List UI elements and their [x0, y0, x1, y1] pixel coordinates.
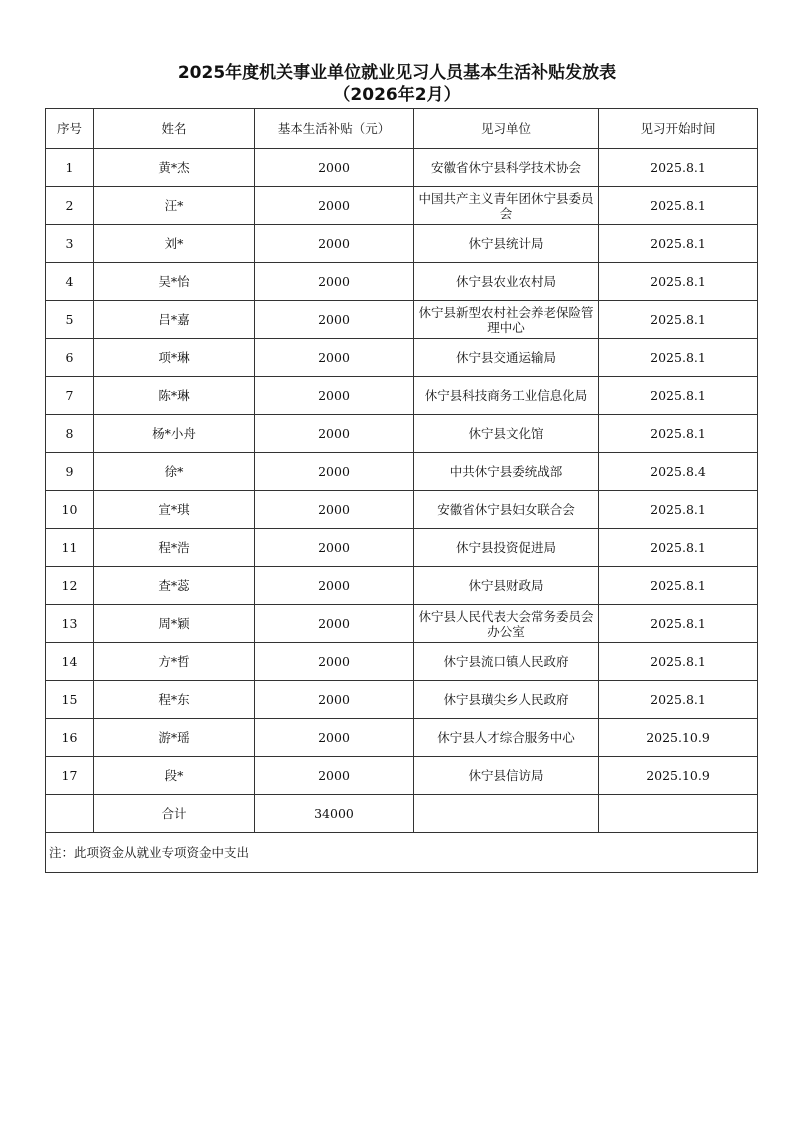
table-row: [46, 453, 758, 491]
cell-subsidy: 2000: [255, 377, 414, 415]
cell-unit: 安徽省休宁县妇女联合会: [414, 491, 599, 529]
cell-unit: 休宁县璜尖乡人民政府: [414, 681, 599, 719]
cell-unit: 休宁县交通运输局: [414, 339, 599, 377]
cell-start: 2025.8.1: [599, 567, 758, 605]
cell-start: 2025.8.1: [599, 377, 758, 415]
table-row: [46, 301, 758, 339]
cell-start: 2025.8.1: [599, 643, 758, 681]
cell-empty: [414, 795, 599, 833]
table-row: [46, 643, 758, 681]
cell-empty: [599, 795, 758, 833]
cell-subsidy: 2000: [255, 453, 414, 491]
cell-name: 陈*琳: [94, 377, 255, 415]
cell-no: 10: [46, 491, 94, 529]
column-header-unit: 见习单位: [414, 109, 599, 149]
cell-start: 2025.8.4: [599, 453, 758, 491]
column-header-no: 序号: [46, 109, 94, 149]
table-header-row: [46, 109, 758, 149]
cell-start: 2025.8.1: [599, 529, 758, 567]
cell-no: 5: [46, 301, 94, 339]
cell-subsidy: 2000: [255, 339, 414, 377]
table-row: [46, 225, 758, 263]
cell-start: 2025.8.1: [599, 149, 758, 187]
cell-no: 4: [46, 263, 94, 301]
table-row: [46, 339, 758, 377]
cell-unit: 中国共产主义青年团休宁县委员会: [414, 187, 599, 225]
column-header-subsidy: 基本生活补贴（元）: [255, 109, 414, 149]
table-row: [46, 377, 758, 415]
cell-unit: 休宁县科技商务工业信息化局: [414, 377, 599, 415]
cell-unit: 休宁县信访局: [414, 757, 599, 795]
cell-no: 7: [46, 377, 94, 415]
cell-start: 2025.8.1: [599, 339, 758, 377]
table-row: [46, 681, 758, 719]
cell-name: 项*琳: [94, 339, 255, 377]
cell-unit: 安徽省休宁县科学技术协会: [414, 149, 599, 187]
table-row: [46, 149, 758, 187]
cell-unit: 休宁县新型农村社会养老保险管理中心: [414, 301, 599, 339]
cell-start: 2025.8.1: [599, 681, 758, 719]
cell-name: 吴*怡: [94, 263, 255, 301]
footnote: 注：此项资金从就业专项资金中支出: [46, 833, 758, 873]
table-row: [46, 263, 758, 301]
table-row: [46, 529, 758, 567]
cell-empty: [46, 795, 94, 833]
cell-name: 查*蕊: [94, 567, 255, 605]
document-subtitle: （2026年2月）: [333, 85, 461, 105]
cell-start: 2025.10.9: [599, 719, 758, 757]
cell-subsidy: 2000: [255, 415, 414, 453]
table-body: [46, 109, 758, 873]
cell-name: 宣*琪: [94, 491, 255, 529]
table-row: [46, 491, 758, 529]
cell-name: 程*浩: [94, 529, 255, 567]
document-title: 2025年度机关事业单位就业见习人员基本生活补贴发放表: [177, 63, 617, 83]
cell-no: 17: [46, 757, 94, 795]
cell-name: 周*颖: [94, 605, 255, 643]
cell-name: 吕*嘉: [94, 301, 255, 339]
cell-no: 3: [46, 225, 94, 263]
cell-start: 2025.8.1: [599, 491, 758, 529]
cell-subsidy: 2000: [255, 719, 414, 757]
cell-name: 游*瑶: [94, 719, 255, 757]
cell-no: 13: [46, 605, 94, 643]
cell-unit: 休宁县流口镇人民政府: [414, 643, 599, 681]
cell-subsidy: 2000: [255, 491, 414, 529]
cell-start: 2025.8.1: [599, 225, 758, 263]
cell-name: 汪*: [94, 187, 255, 225]
cell-subsidy: 2000: [255, 263, 414, 301]
cell-name: 杨*小舟: [94, 415, 255, 453]
total-value: 34000: [255, 795, 414, 833]
cell-no: 14: [46, 643, 94, 681]
subsidy-table: [45, 108, 758, 873]
cell-subsidy: 2000: [255, 301, 414, 339]
cell-subsidy: 2000: [255, 149, 414, 187]
cell-subsidy: 2000: [255, 567, 414, 605]
cell-subsidy: 2000: [255, 187, 414, 225]
table-row: [46, 415, 758, 453]
note-row: [46, 833, 758, 873]
total-row: [46, 795, 758, 833]
cell-no: 11: [46, 529, 94, 567]
cell-no: 9: [46, 453, 94, 491]
cell-start: 2025.8.1: [599, 301, 758, 339]
table-row: [46, 757, 758, 795]
cell-subsidy: 2000: [255, 757, 414, 795]
cell-start: 2025.8.1: [599, 263, 758, 301]
cell-unit: 休宁县人民代表大会常务委员会办公室: [414, 605, 599, 643]
cell-name: 刘*: [94, 225, 255, 263]
cell-subsidy: 2000: [255, 643, 414, 681]
cell-name: 段*: [94, 757, 255, 795]
cell-subsidy: 2000: [255, 225, 414, 263]
cell-name: 徐*: [94, 453, 255, 491]
cell-unit: 休宁县农业农村局: [414, 263, 599, 301]
cell-unit: 休宁县财政局: [414, 567, 599, 605]
cell-start: 2025.8.1: [599, 605, 758, 643]
cell-unit: 休宁县人才综合服务中心: [414, 719, 599, 757]
cell-name: 程*东: [94, 681, 255, 719]
cell-no: 6: [46, 339, 94, 377]
cell-name: 方*哲: [94, 643, 255, 681]
table-row: [46, 567, 758, 605]
total-label: 合计: [94, 795, 255, 833]
cell-unit: 休宁县统计局: [414, 225, 599, 263]
cell-no: 12: [46, 567, 94, 605]
cell-start: 2025.10.9: [599, 757, 758, 795]
cell-no: 8: [46, 415, 94, 453]
column-header-name: 姓名: [94, 109, 255, 149]
cell-no: 16: [46, 719, 94, 757]
cell-no: 15: [46, 681, 94, 719]
cell-start: 2025.8.1: [599, 415, 758, 453]
cell-no: 1: [46, 149, 94, 187]
cell-subsidy: 2000: [255, 529, 414, 567]
table-row: [46, 605, 758, 643]
cell-start: 2025.8.1: [599, 187, 758, 225]
cell-subsidy: 2000: [255, 605, 414, 643]
table-row: [46, 719, 758, 757]
column-header-start: 见习开始时间: [599, 109, 758, 149]
cell-name: 黄*杰: [94, 149, 255, 187]
table-row: [46, 187, 758, 225]
cell-subsidy: 2000: [255, 681, 414, 719]
cell-unit: 休宁县投资促进局: [414, 529, 599, 567]
cell-unit: 休宁县文化馆: [414, 415, 599, 453]
cell-no: 2: [46, 187, 94, 225]
cell-unit: 中共休宁县委统战部: [414, 453, 599, 491]
